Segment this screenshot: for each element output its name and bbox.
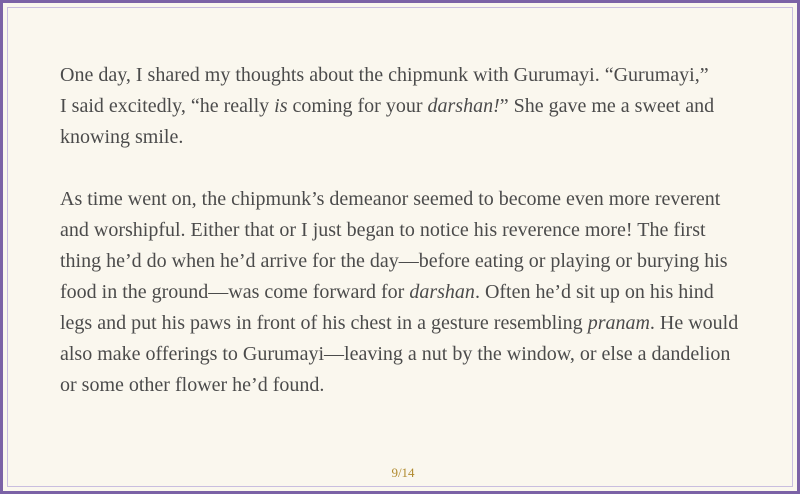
page-number: 9/14 [391,465,415,480]
italic-text: is [274,95,288,117]
text-line [60,277,760,308]
italic-text: darshan [409,281,475,303]
text-run: I said excitedly, “he really [60,95,275,117]
paragraph [60,184,760,401]
text-run: As time went on, the chipmunk’s demeanor seemed to become even more reverent [60,188,721,210]
text-run: . He would [649,312,739,334]
text-line [60,339,760,370]
text-line [60,246,760,277]
text-run: coming for your [287,95,428,117]
text-run: knowing smile. [60,126,184,148]
text-line [60,308,760,339]
text-run: food in the ground—was come forward for [60,281,410,303]
paragraph [60,60,760,153]
text-run: ” She gave me a sweet and [499,95,715,117]
text-run: or some other flower he’d found. [60,374,325,396]
text-run: One day, I shared my thoughts about the chipmunk with Gurumayi. “Gurumayi,” [60,64,709,86]
text-run: also make offerings to Gurumayi—leaving a nut by the window, or else a dandelion [60,343,731,365]
body-text [60,60,760,432]
text-line [60,184,760,215]
text-run: legs and put his paws in front of his chest in a gesture resembling [60,312,588,334]
text-run: and worshipful. Either that or I just began to notice his reverence more! The first [60,219,706,241]
italic-text: pranam [587,312,650,334]
text-line [60,91,760,122]
italic-text: darshan! [427,95,500,117]
text-line [60,215,760,246]
text-line [60,60,760,91]
text-line [60,370,760,401]
text-run: . Often he’d sit up on his hind [474,281,714,303]
text-run: thing he’d do when he’d arrive for the day—before eating or playing or burying his [60,250,728,272]
text-line [60,122,760,153]
